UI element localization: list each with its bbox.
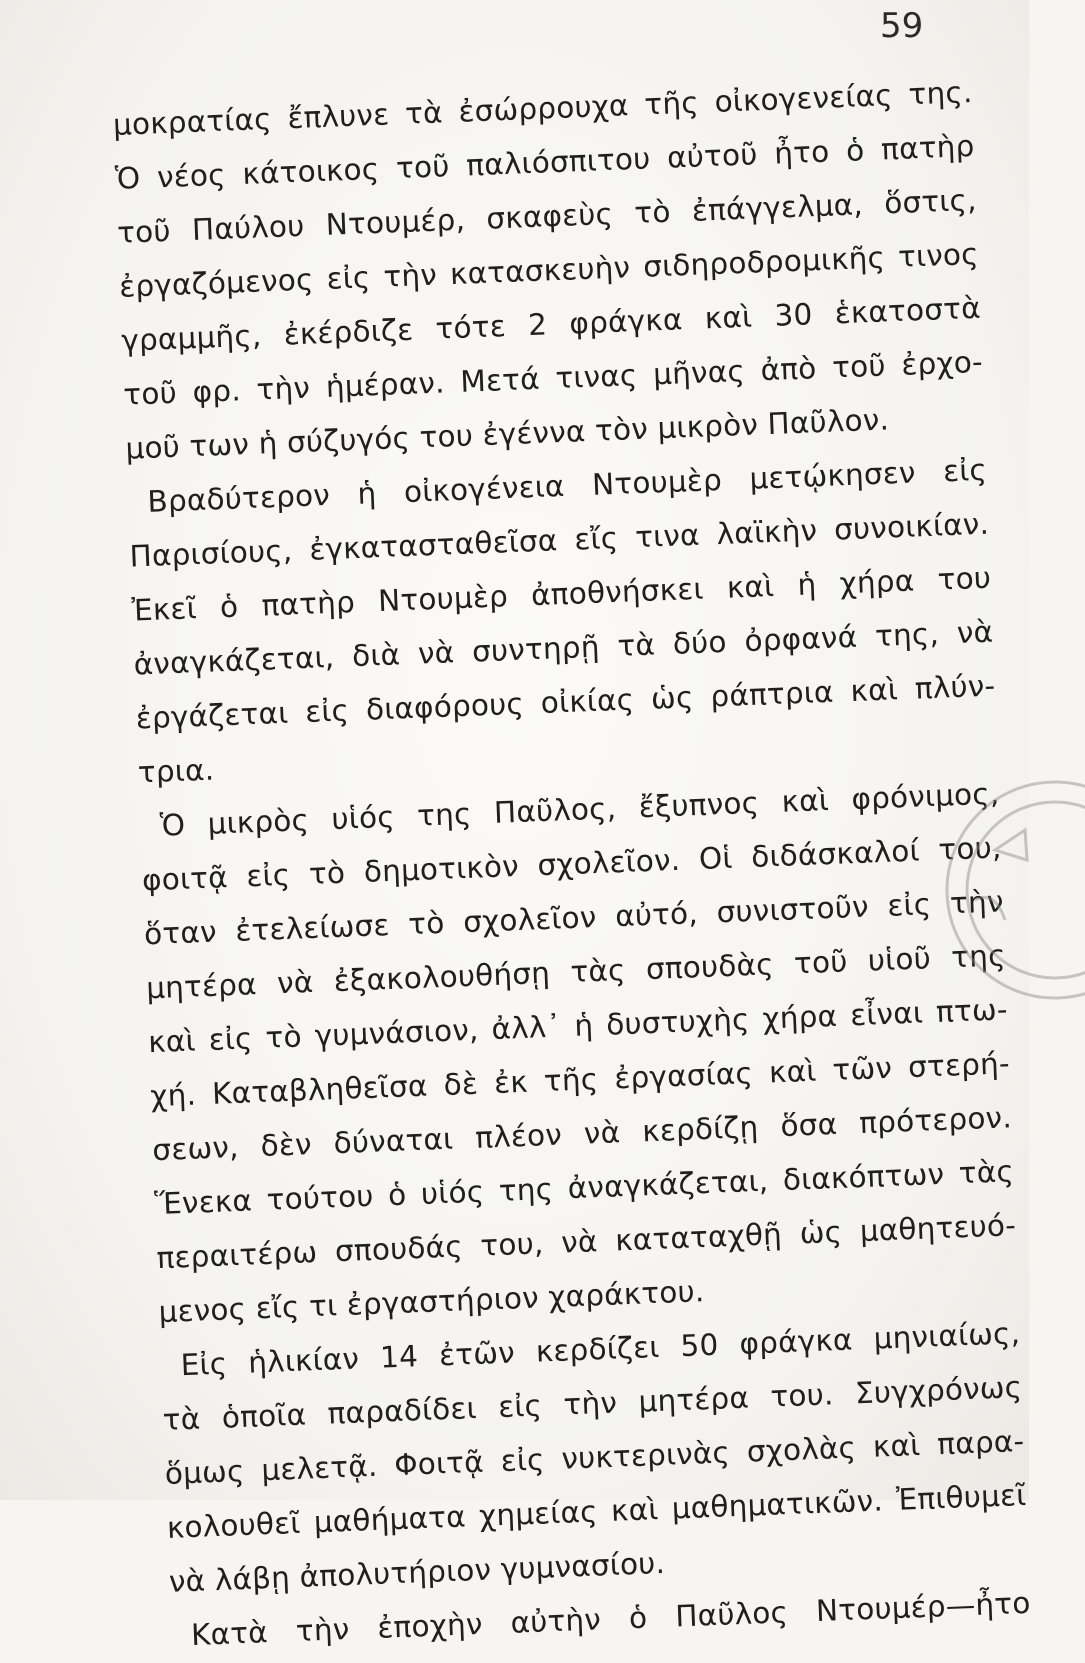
text-line: ὅταν ἐτελείωσε τὸ σχολεῖον αὐτό, συνιστοῦν εἰς τὴν	[143, 884, 1005, 952]
text-line: τὰ ὁποῖα παραδίδει εἰς τὴν μητέρα του. Συγχρόνως	[162, 1370, 1023, 1438]
text-line: Κατὰ τὴν ἐποχὴν αὐτὴν ὁ Παῦλος Ντουμέρ—ἦτο	[190, 1585, 1032, 1653]
text-line: τοῦ Παύλου Ντουμέρ, σκαφεὺς τὸ ἐπάγγελμα, ὅστις,	[116, 182, 978, 250]
text-line: Εἰς ἡλικίαν 14 ἐτῶν κερδίζει 50 φράγκα μηνιαίως,	[180, 1316, 1021, 1383]
body-text	[112, 65, 1031, 1663]
text-line: Ἕνεκα τούτου ὁ υἱός της ἀναγκάζεται, διακόπτων τὰς	[153, 1154, 1015, 1222]
text-line: ὅμως μελετᾷ. Φοιτᾷ εἰς νυκτερινὰς σχολὰς καὶ παρα-	[164, 1423, 1025, 1491]
text-line: τοῦ φρ. τὴν ἡμέραν. Μετά τινας μῆνας ἀπὸ τοῦ ἐρχο-	[122, 344, 984, 412]
text-line: γραμμῆς, ἐκέρδιζε τότε 2 φράγκα καὶ 30 ἑκατοστὰ	[120, 290, 982, 358]
text-line: Ὁ νέος κάτοικος τοῦ παλιόσπιτου αὐτοῦ ἦτο ὁ πατὴρ	[114, 128, 976, 196]
text-line: νὰ λάβῃ ἀπολυτήριον γυμνασίου.	[168, 1545, 666, 1599]
text-line: Ἐκεῖ ὁ πατὴρ Ντουμὲρ ἀποθνήσκει καὶ ἡ χήρα του	[131, 560, 992, 628]
text-line: τρια.	[137, 752, 215, 790]
text-line: μοκρατίας ἔπλυνε τὰ ἐσώρρουχα τῆς οἰκογενείας της.	[112, 74, 974, 142]
text-line: χή. Καταβληθεῖσα δὲ ἐκ τῆς ἐργασίας καὶ τῶν στερή-	[149, 1046, 1011, 1114]
text-line: ἀναγκάζεται, διὰ νὰ συντηρῇ τὰ δύο ὀρφανά της, νὰ	[133, 614, 994, 682]
text-line: Βραδύτερον ἡ οἰκογένεια Ντουμὲρ μετῴκησεν εἰς	[146, 452, 988, 519]
text-line: καὶ εἰς τὸ γυμνάσιον, ἀλλ᾽ ἡ δυστυχὴς χήρα εἶναι πτω-	[147, 992, 1009, 1060]
text-line: κολουθεῖ μαθήματα χημείας καὶ μαθηματικῶν. Ἐπιθυμεῖ	[166, 1477, 1027, 1545]
text-line: σεων, δὲν δύναται πλέον νὰ κερδίζῃ ὅσα πρότερον.	[151, 1100, 1013, 1168]
text-line: περαιτέρω σπουδάς του, νὰ καταταχθῇ ὡς μαθητευό-	[155, 1208, 1017, 1276]
text-line: μητέρα νὰ ἐξακολουθήσῃ τὰς σπουδὰς τοῦ υἱοῦ της	[145, 938, 1007, 1006]
text-line: ἐργαζόμενος εἰς τὴν κατασκευὴν σιδηροδρομικῆς τινος	[118, 236, 980, 304]
text-line: μενος εἴς τι ἐργαστήριον χαράκτου.	[157, 1274, 706, 1330]
text-line: μοῦ των ἡ σύζυγός του ἐγέννα τὸν μικρὸν Παῦλον.	[124, 402, 890, 466]
page-number: 59	[880, 6, 924, 46]
text-line: ἐργάζεται εἰς διαφόρους οἰκίας ὡς ράπτρια καὶ πλύν-	[135, 668, 996, 736]
text-line: Ὁ μικρὸς υἱός της Παῦλος, ἔξυπνος καὶ φρόνιμος,	[159, 776, 1001, 843]
text-line: Παρισίους, ἐγκατασταθεῖσα εἴς τινα λαϊκὴν συνοικίαν.	[128, 506, 990, 574]
text-line: φοιτᾷ εἰς τὸ δημοτικὸν σχολεῖον. Οἱ διδάσκαλοί του,	[141, 830, 1003, 898]
